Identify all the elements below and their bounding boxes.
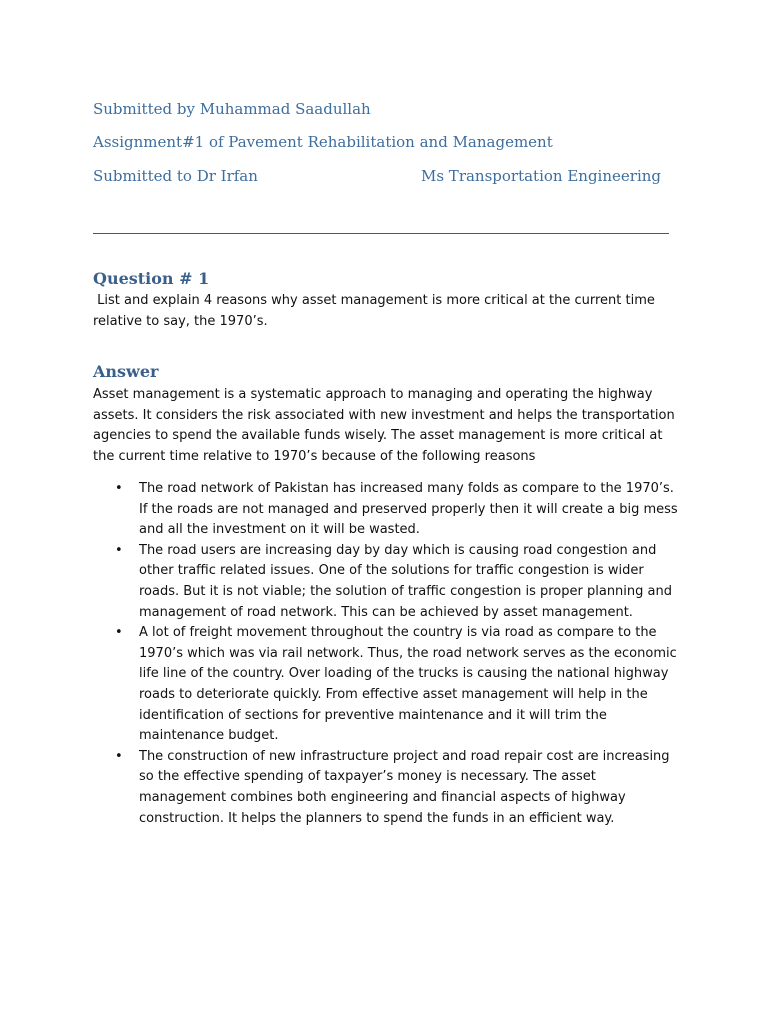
- submitted-by-line: Submitted by Muhammad Saadullah: [93, 100, 371, 118]
- assignment-title: Assignment#1 of Pavement Rehabilitation and Management: [93, 133, 553, 151]
- reason-text: A lot of freight movement throughout the country is via road as compare to the 1970’s which was via rail network. Thus, the road network serves as the economic life line of the country. Over loading of the trucks is causing the national highway roads to deteriorate quickly. From effective asset management will help in the identification of sections for preventive maintenance and it will trim the maintenance budget.: [139, 625, 677, 744]
- reasons-list: [93, 479, 683, 829]
- list-item: [93, 541, 683, 623]
- reason-text: The road users are increasing day by day which is causing road congestion and other traffic related issues. One of the solutions for traffic congestion is wider roads. But it is not viable; the solution of traffic congestion is proper planning and management of road network. This can be achieved by asset management.: [139, 542, 672, 620]
- answer-title: Answer: [93, 362, 159, 381]
- bullet-icon: •: [115, 542, 123, 558]
- bullet-icon: •: [115, 625, 123, 641]
- bullet-icon: •: [115, 481, 123, 496]
- question-text: List and explain 4 reasons why asset management is more critical at the current time relative to say, the 1970’s.: [93, 293, 660, 329]
- reason-text: The construction of new infrastructure project and road repair cost are increasing so the effective spending of taxpayer’s money is necessary. The asset management combines both engineering and financial aspects of highway construction. It helps the planners to spend the funds in an efficient way.: [139, 748, 670, 826]
- program-name: Ms Transportation Engineering: [420, 167, 661, 185]
- question-title: Question # 1: [93, 269, 210, 288]
- horizontal-rule: [93, 233, 669, 234]
- list-item: [93, 479, 683, 541]
- submitted-to-line: Submitted to Dr Irfan: [93, 167, 258, 185]
- bullet-icon: •: [115, 748, 123, 764]
- reason-text: The road network of Pakistan has increased many folds as compare to the 1970’s. If the roads are not managed and preserved properly then it will create a big mess and all the investment on it will be wasted.: [139, 481, 678, 538]
- answer-intro: Asset management is a systematic approach to managing and operating the highway assets. It considers the risk associated with new investment and helps the transportation agencies to spend the available funds wisely. The asset management is more critical at the current time relative to 1970’s because of the following reasons: [93, 387, 675, 464]
- list-item: [93, 747, 683, 829]
- list-item: [93, 623, 683, 747]
